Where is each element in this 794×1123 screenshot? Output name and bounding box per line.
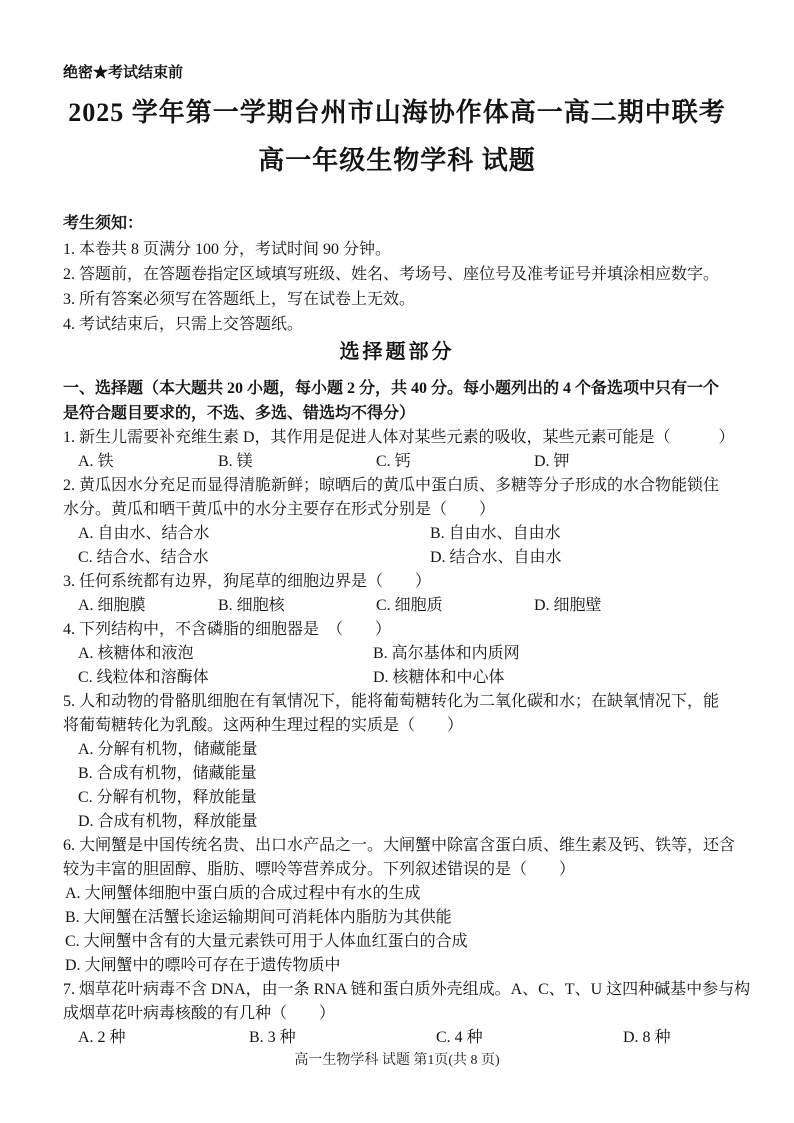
question-stem-line: 7. 烟草花叶病毒不含 DNA，由一条 RNA 链和蛋白质外壳组成。A、C、T、U 这四种碱基中参与构 bbox=[63, 981, 751, 998]
page-footer: 高一生物学科 试题 第1页(共 8 页) bbox=[294, 1053, 500, 1068]
question-item bbox=[63, 690, 731, 834]
option-item: B. 自由水、自由水 bbox=[430, 525, 561, 542]
option-row bbox=[78, 450, 731, 474]
question-list bbox=[63, 426, 751, 1050]
option-group bbox=[78, 738, 731, 834]
option-item: B. 大闸蟹在活蟹长途运输期间可消耗体内脂肪为其供能 bbox=[65, 909, 452, 926]
question-stem-line: 3. 任何系统都有边界，狗尾草的细胞边界是（ ） bbox=[63, 573, 432, 590]
question-stem-line: 较为丰富的胆固醇、脂肪、嘌呤等营养成分。下列叙述错误的是（ ） bbox=[63, 861, 576, 878]
secrecy-label: 绝密★考试结束前 bbox=[63, 65, 184, 81]
option-item: A. 自由水、结合水 bbox=[78, 525, 210, 542]
exam-title-line1: 2025 学年第一学期台州市山海协作体高一高二期中联考 bbox=[68, 98, 726, 127]
option-item: D. 细胞壁 bbox=[534, 597, 602, 614]
option-item: B. 合成有机物，储藏能量 bbox=[78, 765, 257, 782]
option-item: C. 分解有机物，释放能量 bbox=[78, 789, 257, 806]
option-item: D. 钾 bbox=[534, 453, 570, 470]
section-heading: 选择题部分 bbox=[339, 341, 455, 363]
notice-heading: 考生须知： bbox=[63, 215, 144, 232]
section-intro bbox=[63, 376, 731, 426]
option-item: B. 镁 bbox=[218, 453, 253, 470]
option-item: C. 结合水、结合水 bbox=[78, 549, 209, 566]
notice-item: 2. 答题前，在答题卷指定区域填写班级、姓名、考场号、座位号及准考证号并填涂相应数字。 bbox=[63, 266, 720, 283]
option-item: D. 8 种 bbox=[623, 1029, 671, 1046]
option-group bbox=[78, 594, 731, 618]
question-item bbox=[63, 426, 735, 474]
section-intro-line: 一、选择题（本大题共 20 小题，每小题 2 分，共 40 分。每小题列出的 4 个备选项中只有一个 bbox=[63, 380, 720, 397]
question-stem-line: 成烟草花叶病毒核酸的有几种（ ） bbox=[63, 1005, 336, 1022]
question-stem-line: 1. 新生儿需要补充维生素 D，其作用是促进人体对某些元素的吸收，某些元素可能是（ ） bbox=[63, 429, 735, 446]
question-stem-line: 水分。黄瓜和晒干黄瓜中的水分主要存在形式分别是（ ） bbox=[63, 501, 496, 518]
question-stem-line: 6. 大闸蟹是中国传统名贵、出口水产品之一。大闸蟹中除富含蛋白质、维生素及钙、铁等，还含 bbox=[63, 837, 736, 854]
notice-item: 4. 考试结束后，只需上交答题纸。 bbox=[63, 316, 304, 333]
question-item bbox=[63, 474, 731, 570]
option-item: B. 高尔基体和内质网 bbox=[373, 645, 520, 662]
option-item: C. 细胞质 bbox=[376, 597, 443, 614]
option-item: D. 结合水、自由水 bbox=[430, 549, 562, 566]
question-stem-line: 2. 黄瓜因水分充足而显得清脆新鲜；晾晒后的黄瓜中蛋白质、多糖等分子形成的水合物能锁住 bbox=[63, 477, 720, 494]
notice-list bbox=[63, 237, 731, 337]
question-stem-line: 5. 人和动物的骨骼肌细胞在有氧情况下，能将葡萄糖转化为二氧化碳和水；在缺氧情况下，能 bbox=[63, 693, 720, 710]
option-item: D. 合成有机物，释放能量 bbox=[78, 813, 258, 830]
option-item: A. 2 种 bbox=[78, 1029, 126, 1046]
option-item: B. 细胞核 bbox=[218, 597, 285, 614]
option-item: C. 4 种 bbox=[436, 1029, 483, 1046]
option-item: C. 大闸蟹中含有的大量元素铁可用于人体血红蛋白的合成 bbox=[65, 933, 468, 950]
option-item: C. 钙 bbox=[376, 453, 411, 470]
option-item: D. 核糖体和中心体 bbox=[373, 669, 505, 686]
option-row bbox=[78, 522, 731, 546]
option-group bbox=[65, 882, 731, 978]
option-item: A. 铁 bbox=[78, 453, 114, 470]
option-group bbox=[78, 1026, 731, 1050]
question-item bbox=[63, 570, 731, 618]
question-stem-line: 将葡萄糖转化为乳酸。这两种生理过程的实质是（ ） bbox=[63, 717, 464, 734]
option-item: C. 线粒体和溶酶体 bbox=[78, 669, 209, 686]
option-row bbox=[78, 546, 731, 570]
option-item: A. 核糖体和液泡 bbox=[78, 645, 194, 662]
question-item bbox=[63, 834, 736, 978]
option-item: A. 大闸蟹体细胞中蛋白质的合成过程中有水的生成 bbox=[65, 885, 421, 902]
option-row bbox=[78, 594, 731, 618]
option-item: A. 分解有机物，储藏能量 bbox=[78, 741, 258, 758]
option-group bbox=[78, 522, 731, 570]
notice-item: 1. 本卷共 8 页满分 100 分，考试时间 90 分钟。 bbox=[63, 241, 392, 258]
option-row bbox=[78, 642, 731, 666]
option-group bbox=[78, 450, 731, 474]
exam-title-line2: 高一年级生物学科 试题 bbox=[258, 146, 536, 175]
question-item bbox=[63, 978, 751, 1050]
option-item: B. 3 种 bbox=[249, 1029, 296, 1046]
question-stem-line: 4. 下列结构中，不含磷脂的细胞器是 （ ） bbox=[63, 621, 392, 638]
option-group bbox=[78, 642, 731, 690]
notice-item: 3. 所有答案必须写在答题纸上，写在试卷上无效。 bbox=[63, 291, 416, 308]
section-intro-line: 是符合题目要求的，不选、多选、错选均不得分） bbox=[63, 405, 416, 422]
option-row bbox=[78, 1026, 731, 1050]
option-row bbox=[78, 666, 731, 690]
question-item bbox=[63, 618, 731, 690]
option-item: A. 细胞膜 bbox=[78, 597, 146, 614]
option-item: D. 大闸蟹中的嘌呤可存在于遗传物质中 bbox=[65, 957, 341, 974]
